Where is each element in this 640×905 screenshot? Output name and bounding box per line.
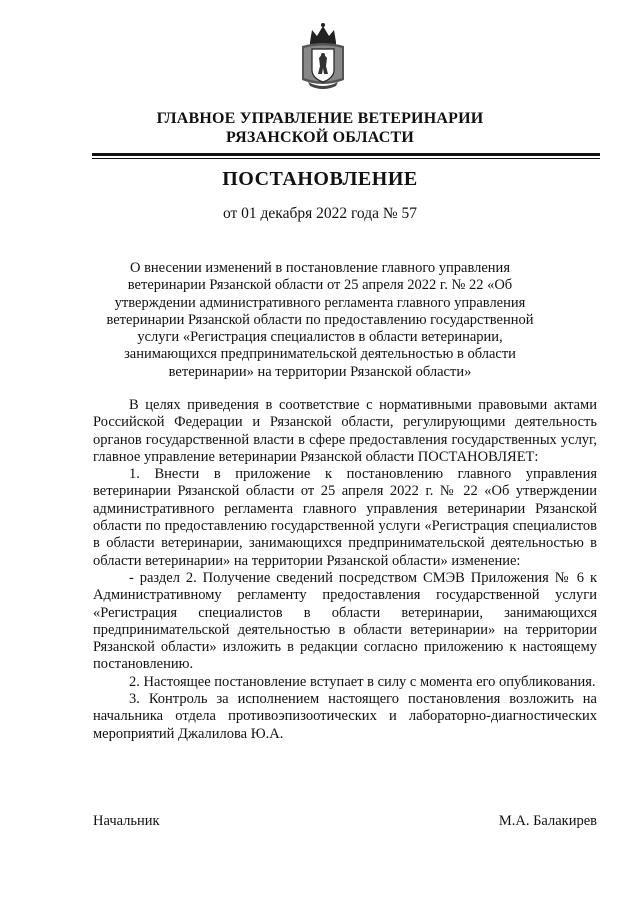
org-name-line1: ГЛАВНОЕ УПРАВЛЕНИЕ ВЕТЕРИНАРИИ: [156, 110, 484, 127]
header-rule-thin: [92, 158, 600, 159]
document-date-number: от 01 декабря 2022 года № 57: [222, 205, 418, 222]
header-rule-thick: [92, 153, 600, 156]
item-1-subparagraph: - раздел 2. Получение сведений посредством СМЭВ Приложения № 6 к Административному регламенту предоставления государственной услуги «Регистрация специалистов в области ветеринарии, занимающихся предпринимательской деятельностью в области ветеринарии» на территории Рязанской области» изложить в редакции согласно приложению к настоящему постановлению.: [93, 569, 597, 673]
coat-of-arms-icon: [298, 22, 348, 92]
preamble-paragraph: В целях приведения в соответствие с нормативными правовыми актами Российской Федерации и Рязанской области, регулирующими деятельность органов государственной власти в сфере предоставления государственных услуг, главное управление ветеринарии Рязанской области ПОСТАНОВЛЯЕТ:: [93, 397, 597, 465]
document-subject: О внесении изменений в постановление главного управления ветеринарии Рязанской области от 25 апреля 2022 г. № 22 «Об утверждении административного регламента главного управления ветеринарии Рязанской области по предоставлению государственной услуги «Регистрация специалистов в области ветеринарии, занимающихся предпринимательской деятельностью в области ветеринарии» на территории Рязанской области»: [106, 260, 534, 380]
signatory-position: Начальник: [93, 813, 160, 829]
item-1-paragraph: 1. Внести в приложение к постановлению главного управления ветеринарии Рязанской области от 25 апреля 2022 г. № 22 «Об утверждении административного регламента главного управления ветеринарии Рязанской области по предоставлению государственной услуги «Регистрация специалистов в области ветеринарии, занимающихся предпринимательской деятельностью в области ветеринарии» на территории Рязанской области» изменение:: [93, 466, 597, 569]
item-2-paragraph: 2. Настоящее постановление вступает в силу с момента его опубликования.: [129, 673, 596, 690]
org-name-line2: РЯЗАНСКОЙ ОБЛАСТИ: [225, 129, 414, 146]
document-title: ПОСТАНОВЛЕНИЕ: [222, 168, 418, 190]
signatory-name: М.А. Балакирев: [498, 813, 597, 829]
document-body: [93, 397, 597, 743]
item-3-paragraph: 3. Контроль за исполнением настоящего постановления возложить на начальника отдела противоэпизоотических и лабораторно-диагностических мероприятий Джалилова Ю.А.: [93, 691, 597, 742]
